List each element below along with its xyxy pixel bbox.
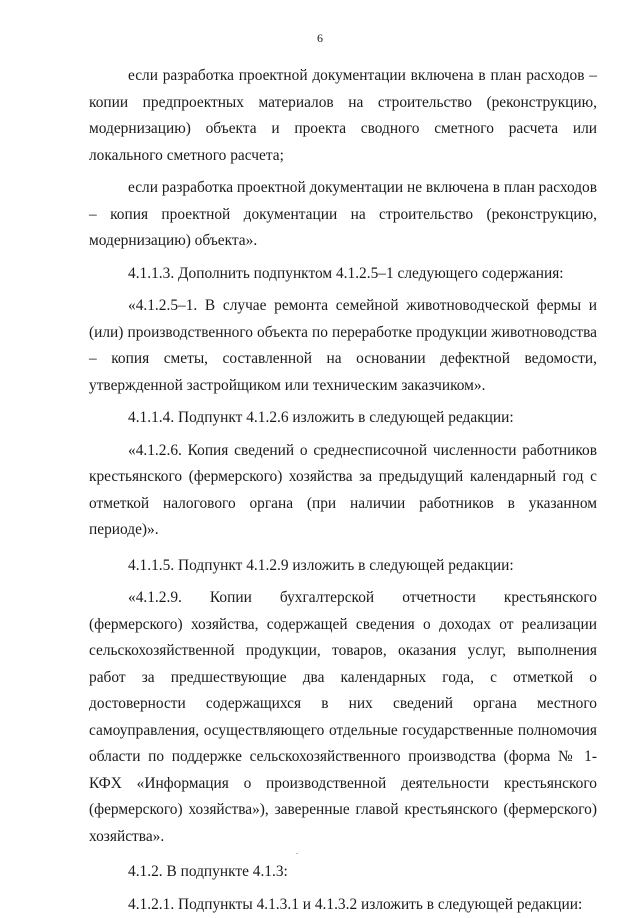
- paragraph-3: 4.1.1.3. Дополнить подпунктом 4.1.2.5–1 следующего содержания:: [89, 261, 597, 288]
- paragraph-5: 4.1.1.4. Подпункт 4.1.2.6 изложить в следующей редакции:: [89, 405, 597, 432]
- document-body: [89, 63, 597, 918]
- paragraph-1: если разработка проектной документации включена в план расходов – копии предпроектных материалов на строительство (реконструкцию, модернизацию) объекта и проекта сводного сметного расчета или локального сметного расчета;: [89, 63, 597, 169]
- paragraph-10: 4.1.2.1. Подпункты 4.1.3.1 и 4.1.3.2 изложить в следующей редакции:: [89, 892, 597, 918]
- paragraph-7: 4.1.1.5. Подпункт 4.1.2.9 изложить в следующей редакции:: [89, 553, 597, 580]
- paragraph-2: если разработка проектной документации не включена в план расходов – копия проектной документации на строительство (реконструкцию, модернизацию) объекта».: [89, 175, 597, 255]
- scan-speck: [296, 853, 298, 854]
- paragraph-8: «4.1.2.9. Копии бухгалтерской отчетности крестьянского (фермерского) хозяйства, содержащей сведения о доходах от реализации сельскохозяйственной продукции, товаров, оказания услуг, выполнения работ за предшествующие два календарных года, с отметкой о достоверности содержащихся в них сведений органа местного самоуправления, осуществляющего отдельные государственные полномочия области по поддержке сельскохозяйственного производства (форма № 1-КФХ «Информация о производственной деятельности крестьянского (фермерского) хозяйства»), заверенные главой крестьянского (фермерского) хозяйства».: [89, 585, 597, 850]
- paragraph-6: «4.1.2.6. Копия сведений о среднесписочной численности работников крестьянского (фермерского) хозяйства за предыдущий календарный год с отметкой налогового органа (при наличии работников в указанном периоде)».: [89, 438, 597, 544]
- page-number: 6: [0, 31, 640, 46]
- paragraph-9: 4.1.2. В подпункте 4.1.3:: [89, 859, 597, 886]
- paragraph-4: «4.1.2.5–1. В случае ремонта семейной животноводческой фермы и (или) производственного объекта по переработке продукции животноводства – копия сметы, составленной на основании дефектной ведомости, утвержденной застройщиком или техническим заказчиком».: [89, 293, 597, 399]
